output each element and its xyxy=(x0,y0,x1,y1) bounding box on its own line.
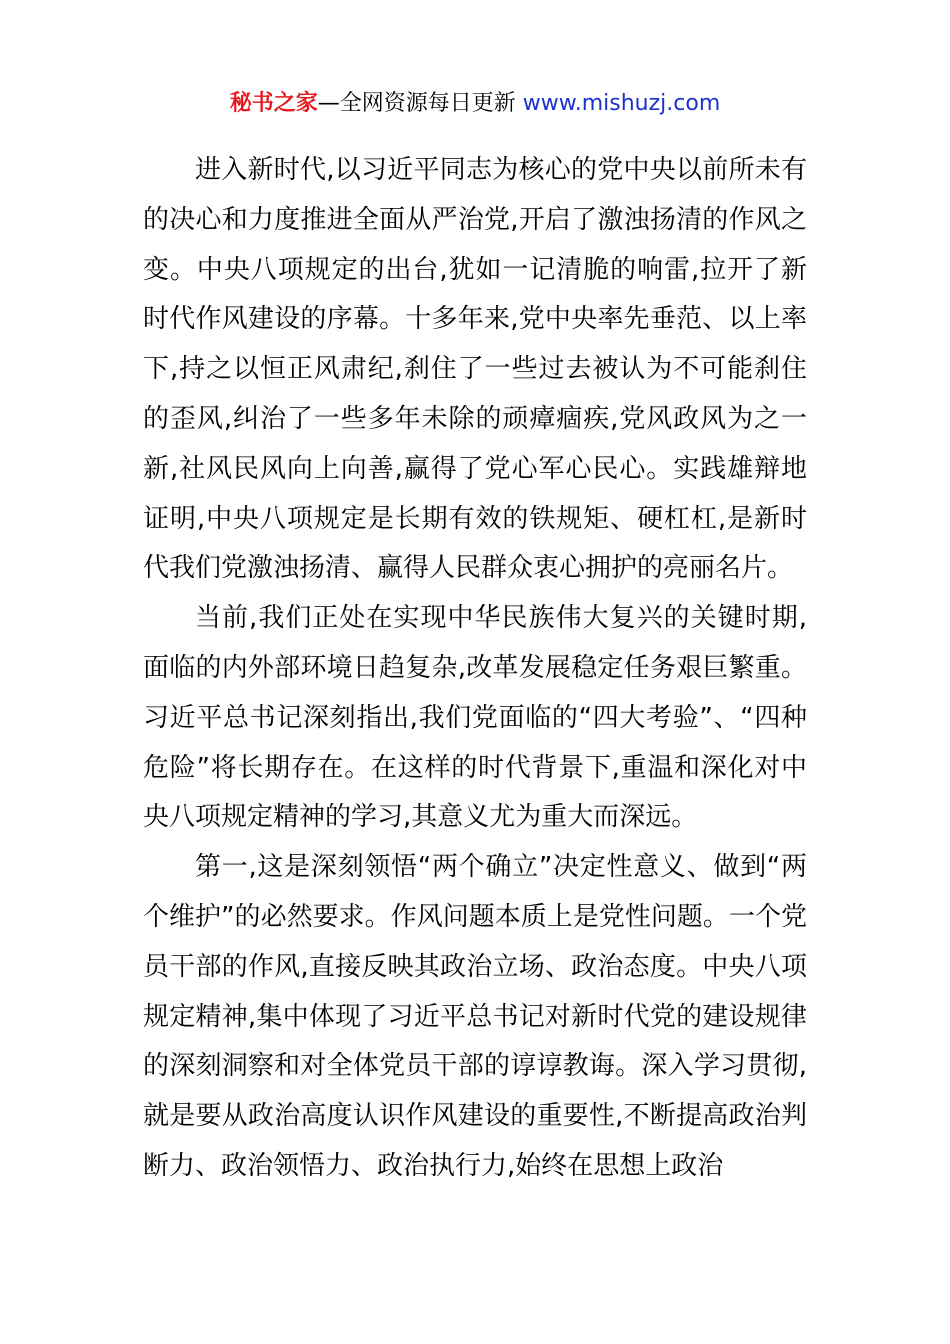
page-header xyxy=(0,88,950,120)
header-url-link[interactable]: www.mishuzj.com xyxy=(522,91,721,116)
paragraph-1: 进入新时代,以习近平同志为核心的党中央以前所未有的决心和力度推进全面从严治党,开启了激浊扬清的作风之变。中央八项规定的出台,犹如一记清脆的响雷,拉开了新时代作风建设的序幕。十多年来,党中央率先垂范、以上率下,持之以恒正风肃纪,刹住了一些过去被认为不可能刹住的歪风,纠治了一些多年未除的顽瘴痼疾,党风政风为之一新,社风民风向上向善,赢得了党心军心民心。实践雄辩地证明,中央八项规定是长期有效的铁规矩、硬杠杠,是新时代我们党激浊扬清、赢得人民群众衷心拥护的亮丽名片。 xyxy=(143,155,807,584)
paragraph-3: 第一,这是深刻领悟“两个确立”决定性意义、做到“两个维护”的必然要求。作风问题本质上是党性问题。一个党员干部的作风,直接反映其政治立场、政治态度。中央八项规定精神,集中体现了习近平总书记对新时代党的建设规律的深刻洞察和对全体党员干部的谆谆教诲。深入学习贯彻,就是要从政治高度认识作风建设的重要性,不断提高政治判断力、政治领悟力、政治执行力,始终在思想上政治 xyxy=(143,852,807,1181)
paragraph-2: 当前,我们正处在实现中华民族伟大复兴的关键时期,面临的内外部环境日趋复杂,改革发展稳定任务艰巨繁重。习近平总书记深刻指出,我们党面临的“四大考验”、“四种危险”将长期存在。在这样的时代背景下,重温和深化对中央八项规定精神的学习,其意义尤为重大而深远。 xyxy=(143,603,807,833)
header-tagline: —全网资源每日更新 xyxy=(317,91,523,116)
document-body xyxy=(143,146,807,1192)
header-brand: 秘书之家 xyxy=(229,91,318,116)
